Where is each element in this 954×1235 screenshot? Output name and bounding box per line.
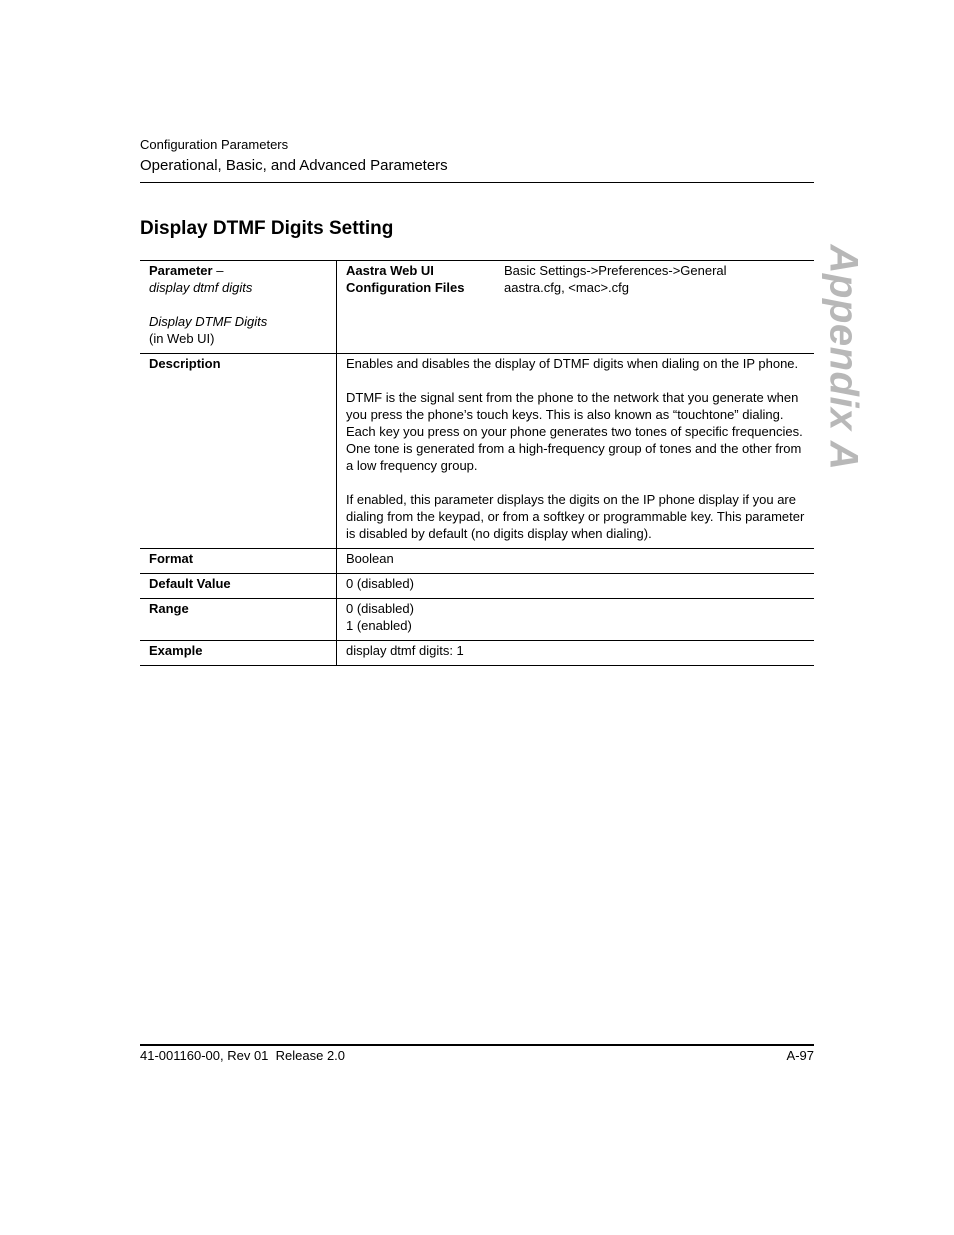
parameter-row (140, 261, 814, 354)
format-value: Boolean (337, 549, 815, 574)
parameter-webui-name: Display DTMF Digits (149, 314, 268, 329)
example-value: display dtmf digits: 1 (337, 641, 815, 666)
section-title: Display DTMF Digits Setting (140, 218, 394, 239)
description-paragraph: Enables and disables the display of DTMF digits when dialing on the IP phone. (346, 356, 799, 371)
example-row (140, 641, 814, 666)
appendix-side-tab-label: Appendix A (821, 244, 866, 470)
footer-page-number: A-97 (786, 1048, 814, 1063)
default-value-value: 0 (disabled) (337, 574, 815, 599)
location-cell (337, 261, 815, 354)
parameter-cell (140, 261, 337, 354)
description-label: Description (140, 354, 337, 549)
location-key-config: Configuration Files (346, 280, 465, 295)
default-value-row (140, 574, 814, 599)
range-label: Range (140, 599, 337, 641)
parameter-config-name: display dtmf digits (149, 280, 253, 295)
range-value: 1 (enabled) (346, 618, 412, 633)
description-paragraph: If enabled, this parameter displays the digits on the IP phone display if you are dialing from the keypad, or from a softkey or programmable key. This parameter is disabled by default (no digits display when dialing). (346, 492, 805, 541)
example-label: Example (140, 641, 337, 666)
footer-doc-id: 41-001160-00, Rev 01 Release 2.0 (140, 1048, 346, 1063)
description-row (140, 354, 814, 549)
description-paragraph: DTMF is the signal sent from the phone to the network that you generate when you press the phone’s touch keys. This is also known as “touchtone” dialing. Each key you press on your phone generates two tones of specific frequencies. One tone is generated from a high-frequency group of tones and the other from a low frequency group. (346, 390, 803, 473)
range-row (140, 599, 814, 641)
appendix-side-tab (821, 244, 866, 470)
format-label: Format (140, 549, 337, 574)
parameter-dash: – (212, 263, 224, 278)
parameter-table (140, 260, 814, 666)
location-grid (346, 262, 806, 296)
header-rule (140, 182, 814, 183)
spacer (149, 296, 328, 313)
running-header-chapter: Configuration Parameters (140, 137, 289, 152)
parameter-label: Parameter (149, 263, 213, 278)
format-row (140, 549, 814, 574)
parameter-webui-note: (in Web UI) (149, 331, 215, 346)
running-header-section: Operational, Basic, and Advanced Parameters (140, 157, 448, 174)
description-cell (337, 354, 815, 549)
footer-rule (140, 1044, 814, 1046)
location-value-config: aastra.cfg, <mac>.cfg (504, 280, 630, 295)
location-key-webui: Aastra Web UI (346, 263, 434, 278)
default-value-label: Default Value (140, 574, 337, 599)
location-value-webui: Basic Settings->Preferences->General (504, 263, 727, 278)
range-cell (337, 599, 815, 641)
range-value: 0 (disabled) (346, 601, 414, 616)
